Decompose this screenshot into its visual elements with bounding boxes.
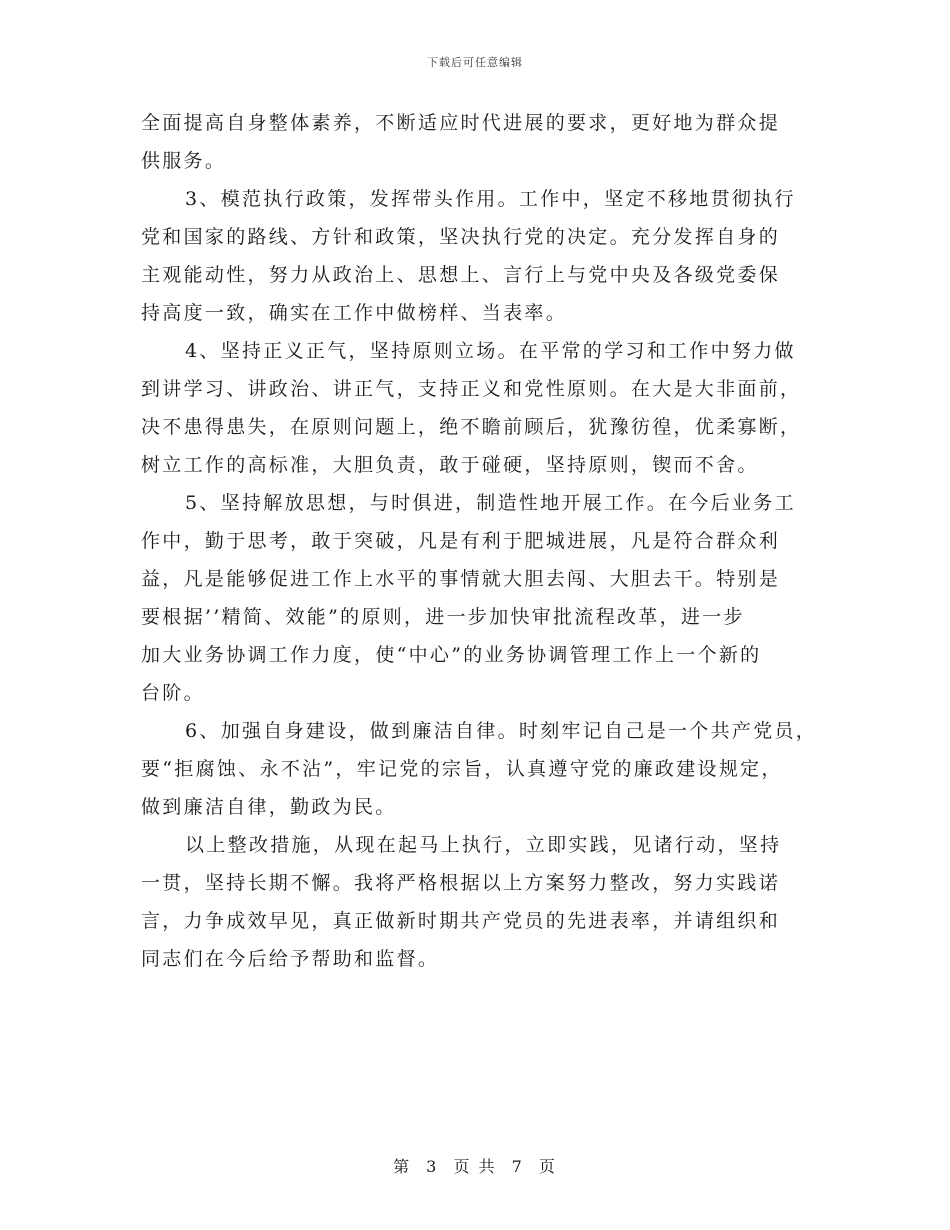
footer-prefix: 第 (393, 1157, 412, 1176)
text-line: 供服务。 (141, 150, 227, 172)
text-line: 5、坚持解放思想，与时俱进，制造性地开展工作。在今后业务工 (185, 492, 796, 514)
text-line: 6、加强自身建设，做到廉洁自律。时刻牢记自己是一个共产党员， (185, 720, 818, 742)
text-line: 言，力争成效早见，真正做新时期共产党员的先进表率，并请组织和 (141, 910, 781, 932)
text-line: 要“拒腐蚀、永不沾”，牢记党的宗旨，认真遵守党的廉政建设规定， (141, 758, 783, 780)
footer-current-page: 3 (426, 1157, 439, 1176)
text-line: 做到廉洁自律，勤政为民。 (141, 796, 397, 818)
text-line: 要根据’’精简、效能”的原则，进一步加快审批流程改革，进一步 (141, 606, 745, 628)
text-line: 持高度一致，确实在工作中做榜样、当表率。 (141, 302, 568, 324)
text-line: 以上整改措施，从现在起马上执行，立即实践，见诸行动，坚持 (185, 834, 782, 856)
text-line: 决不患得患失，在原则问题上，绝不瞻前顾后，犹豫彷徨，优柔寡断， (141, 416, 802, 438)
text-line: 党和国家的路线、方针和政策，坚决执行党的决定。充分发挥自身的 (141, 226, 781, 248)
footer-total-pages: 7 (511, 1157, 524, 1176)
text-line: 同志们在今后给予帮助和监督。 (141, 948, 440, 970)
footer-middle: 页 共 (453, 1157, 497, 1176)
text-line: 作中，勤于思考，敢于突破，凡是有利于肥城进展，凡是符合群众利 (141, 530, 781, 552)
text-line: 3、模范执行政策，发挥带头作用。工作中，坚定不移地贯彻执行 (185, 188, 796, 210)
text-line: 一贯，坚持长期不懈。我将严格根据以上方案努力整改，努力实践诺 (141, 872, 781, 894)
page-header: 下载后可任意编辑 (427, 56, 523, 69)
document-body (141, 104, 816, 978)
text-line: 4、坚持正义正气，坚持原则立场。在平常的学习和工作中努力做 (185, 340, 796, 362)
text-line: 台阶。 (141, 682, 205, 704)
footer-suffix: 页 (538, 1157, 557, 1176)
text-line: 加大业务协调工作力度，使“中心”的业务协调管理工作上一个新的 (141, 644, 762, 666)
text-line: 树立工作的高标准，大胆负责，敢于碰硬，坚持原则，锲而不舍。 (141, 454, 759, 476)
page-footer (0, 1154, 950, 1177)
text-line: 全面提高自身整体素养，不断适应时代进展的要求，更好地为群众提 (141, 112, 781, 134)
text-line: 主观能动性，努力从政治上、思想上、言行上与党中央及各级党委保 (141, 264, 781, 286)
text-line: 益，凡是能够促进工作上水平的事情就大胆去闯、大胆去干。特别是 (141, 568, 781, 590)
text-line: 到讲学习、讲政治、讲正气，支持正义和党性原则。在大是大非面前， (141, 378, 802, 400)
